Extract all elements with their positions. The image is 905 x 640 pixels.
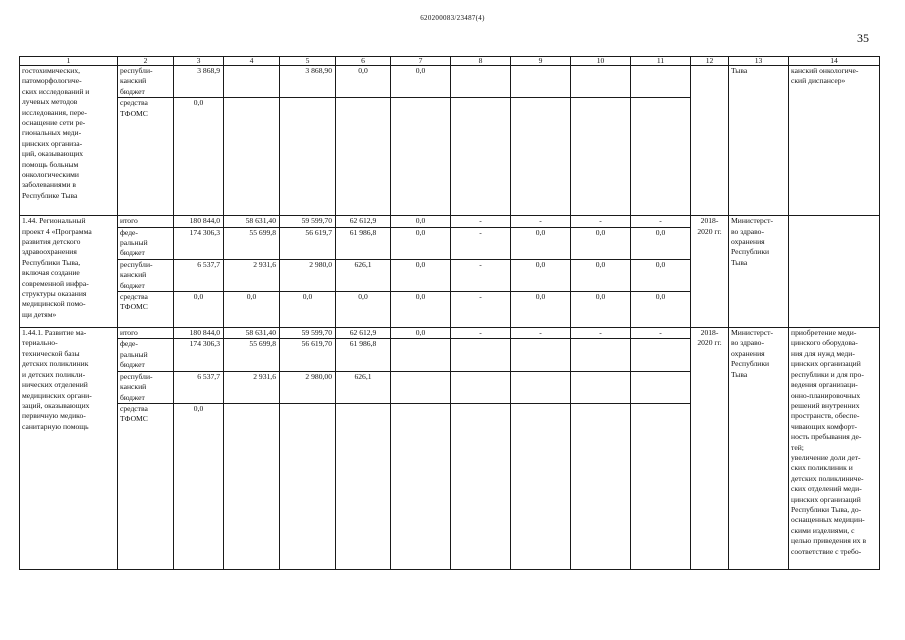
column-number: 4 xyxy=(224,57,280,66)
funding-source: итого xyxy=(118,328,174,339)
page-number: 35 xyxy=(857,31,869,45)
cell-col7 xyxy=(391,339,451,371)
cell-col7 xyxy=(391,98,451,216)
cell-2020 xyxy=(336,403,391,569)
cell-col10: - xyxy=(571,216,631,227)
cell-2020: 61 986,8 xyxy=(336,227,391,259)
cell-2018 xyxy=(224,66,280,98)
cell-col10: - xyxy=(571,328,631,339)
funding-source: итого xyxy=(118,216,174,227)
cell-col9 xyxy=(511,371,571,403)
column-number: 2 xyxy=(118,57,174,66)
funding-source: феде- ральный бюджет xyxy=(118,227,174,259)
cell-col7: 0,0 xyxy=(391,328,451,339)
cell-2018 xyxy=(224,403,280,569)
cell-col8: - xyxy=(451,328,511,339)
cell-2020: 626,1 xyxy=(336,259,391,291)
cell-col10 xyxy=(571,98,631,216)
table-row xyxy=(20,328,880,339)
document-number: 620200083/23487(4) xyxy=(420,14,485,22)
cell-col11 xyxy=(631,403,691,569)
column-number: 8 xyxy=(451,57,511,66)
funding-source: средства ТФОМС xyxy=(118,292,174,328)
cell-total: 180 844,0 xyxy=(174,328,224,339)
cell-col7 xyxy=(391,371,451,403)
column-number: 12 xyxy=(691,57,729,66)
cell-total: 180 844,0 xyxy=(174,216,224,227)
measure-name: 1.44.1. Развитие ма- териально- технической базы детских поликлиник и детских поликли- нических отделений медицинских органи- заций, оказывающих первичную медико- санитарную помощь xyxy=(20,328,118,570)
cell-col11: 0,0 xyxy=(631,292,691,328)
cell-2020: 0,0 xyxy=(336,292,391,328)
cell-col9 xyxy=(511,66,571,98)
cell-col11: - xyxy=(631,216,691,227)
cell-col7: 0,0 xyxy=(391,66,451,98)
cell-term xyxy=(691,66,729,216)
cell-total: 3 868,9 xyxy=(174,66,224,98)
column-number: 3 xyxy=(174,57,224,66)
cell-col11 xyxy=(631,98,691,216)
cell-2019 xyxy=(280,403,336,569)
cell-total: 0,0 xyxy=(174,403,224,569)
column-number: 14 xyxy=(789,57,880,66)
cell-col8 xyxy=(451,371,511,403)
expected-result: приобретение меди- цинского оборудова- ния для нужд меди- цинских организаций республики и для про- ведения организаци- онно-планировочных решений внутренних пространств, обеспе- чивающих комфорт- ность пребывания де- тей; увеличение доли дет- ских поликлиник и детских поликлиниче- ских отделений меди- цинских организаций Республики Тыва, до- оснащенных медицин- скими изделиями, с целью приведения их в соответствие с требо- xyxy=(789,328,880,570)
cell-col7: 0,0 xyxy=(391,292,451,328)
column-number: 6 xyxy=(336,57,391,66)
cell-total: 6 537,7 xyxy=(174,371,224,403)
cell-2019: 3 868,90 xyxy=(280,66,336,98)
cell-col11 xyxy=(631,339,691,371)
cell-col9 xyxy=(511,403,571,569)
cell-2018: 2 931,6 xyxy=(224,259,280,291)
cell-2019: 56 619,70 xyxy=(280,339,336,371)
cell-2020: 61 986,8 xyxy=(336,339,391,371)
cell-total: 6 537,7 xyxy=(174,259,224,291)
funding-source: республи- канский бюджет xyxy=(118,66,174,98)
cell-col8 xyxy=(451,339,511,371)
cell-2019 xyxy=(280,98,336,216)
cell-col11: - xyxy=(631,328,691,339)
cell-col7: 0,0 xyxy=(391,216,451,227)
measure-name: 1.44. Региональный проект 4 «Программа развития детского здравоохранения Республики Тыва, включая создание современной инфра- структуры оказания медицинской помо- щи детям» xyxy=(20,216,118,328)
column-number: 11 xyxy=(631,57,691,66)
column-number: 1 xyxy=(20,57,118,66)
cell-col7: 0,0 xyxy=(391,227,451,259)
cell-total: 0,0 xyxy=(174,292,224,328)
cell-total: 174 306,3 xyxy=(174,339,224,371)
cell-2020 xyxy=(336,98,391,216)
cell-col8 xyxy=(451,66,511,98)
funding-source: средства ТФОМС xyxy=(118,98,174,216)
column-number: 7 xyxy=(391,57,451,66)
column-number: 10 xyxy=(571,57,631,66)
cell-2018: 55 699,8 xyxy=(224,339,280,371)
cell-2019: 59 599,70 xyxy=(280,328,336,339)
cell-2020: 626,1 xyxy=(336,371,391,403)
cell-col11 xyxy=(631,66,691,98)
cell-col10 xyxy=(571,339,631,371)
funding-source: феде- ральный бюджет xyxy=(118,339,174,371)
cell-col10 xyxy=(571,371,631,403)
cell-col7 xyxy=(391,403,451,569)
column-numbers-row xyxy=(20,57,880,66)
cell-2020: 62 612,9 xyxy=(336,216,391,227)
executor: Министерст- во здраво- охранения Республики Тыва xyxy=(729,328,789,570)
table-row xyxy=(20,216,880,227)
cell-2019: 56 619,7 xyxy=(280,227,336,259)
cell-col9: - xyxy=(511,328,571,339)
program-table xyxy=(19,56,880,570)
cell-2020: 0,0 xyxy=(336,66,391,98)
funding-source: республи- канский бюджет xyxy=(118,259,174,291)
cell-2018: 58 631,40 xyxy=(224,328,280,339)
cell-col11: 0,0 xyxy=(631,227,691,259)
cell-col10 xyxy=(571,66,631,98)
expected-result: канский онкологиче- ский диспансер» xyxy=(789,66,880,216)
column-number: 5 xyxy=(280,57,336,66)
cell-2018: 2 931,6 xyxy=(224,371,280,403)
executor: Министерст- во здраво- охранения Республики Тыва xyxy=(729,216,789,328)
cell-col11 xyxy=(631,371,691,403)
cell-col10: 0,0 xyxy=(571,227,631,259)
cell-term: 2018- 2020 гг. xyxy=(691,216,729,328)
cell-term: 2018- 2020 гг. xyxy=(691,328,729,570)
table-row xyxy=(20,66,880,98)
cell-2019: 59 599,70 xyxy=(280,216,336,227)
cell-col9: 0,0 xyxy=(511,259,571,291)
funding-source: республи- канский бюджет xyxy=(118,371,174,403)
cell-col8 xyxy=(451,403,511,569)
cell-col8: - xyxy=(451,216,511,227)
cell-total: 174 306,3 xyxy=(174,227,224,259)
cell-2019: 0,0 xyxy=(280,292,336,328)
cell-col10 xyxy=(571,403,631,569)
cell-col8: - xyxy=(451,227,511,259)
measure-name: гостохимических, патоморфологиче- ских исследований и лучевых методов исследования, пере- оснащение сети ре- гиональных меди- цинских организа- ций, оказывающих помощь больным онкологическими заболеваниями в Республике Тыва xyxy=(20,66,118,216)
cell-col8 xyxy=(451,98,511,216)
cell-2020: 62 612,9 xyxy=(336,328,391,339)
cell-2018: 55 699,8 xyxy=(224,227,280,259)
cell-col10: 0,0 xyxy=(571,292,631,328)
cell-2019: 2 980,00 xyxy=(280,371,336,403)
expected-result xyxy=(789,216,880,328)
cell-col9: 0,0 xyxy=(511,227,571,259)
cell-col9 xyxy=(511,339,571,371)
cell-2018: 0,0 xyxy=(224,292,280,328)
cell-total: 0,0 xyxy=(174,98,224,216)
cell-col10: 0,0 xyxy=(571,259,631,291)
funding-source: средства ТФОМС xyxy=(118,403,174,569)
cell-col8: - xyxy=(451,259,511,291)
column-number: 9 xyxy=(511,57,571,66)
cell-col7: 0,0 xyxy=(391,259,451,291)
cell-2018: 58 631,40 xyxy=(224,216,280,227)
cell-2018 xyxy=(224,98,280,216)
cell-col9 xyxy=(511,98,571,216)
executor: Тыва xyxy=(729,66,789,216)
cell-col9: 0,0 xyxy=(511,292,571,328)
cell-2019: 2 980,0 xyxy=(280,259,336,291)
cell-col11: 0,0 xyxy=(631,259,691,291)
cell-col9: - xyxy=(511,216,571,227)
cell-col8: - xyxy=(451,292,511,328)
column-number: 13 xyxy=(729,57,789,66)
